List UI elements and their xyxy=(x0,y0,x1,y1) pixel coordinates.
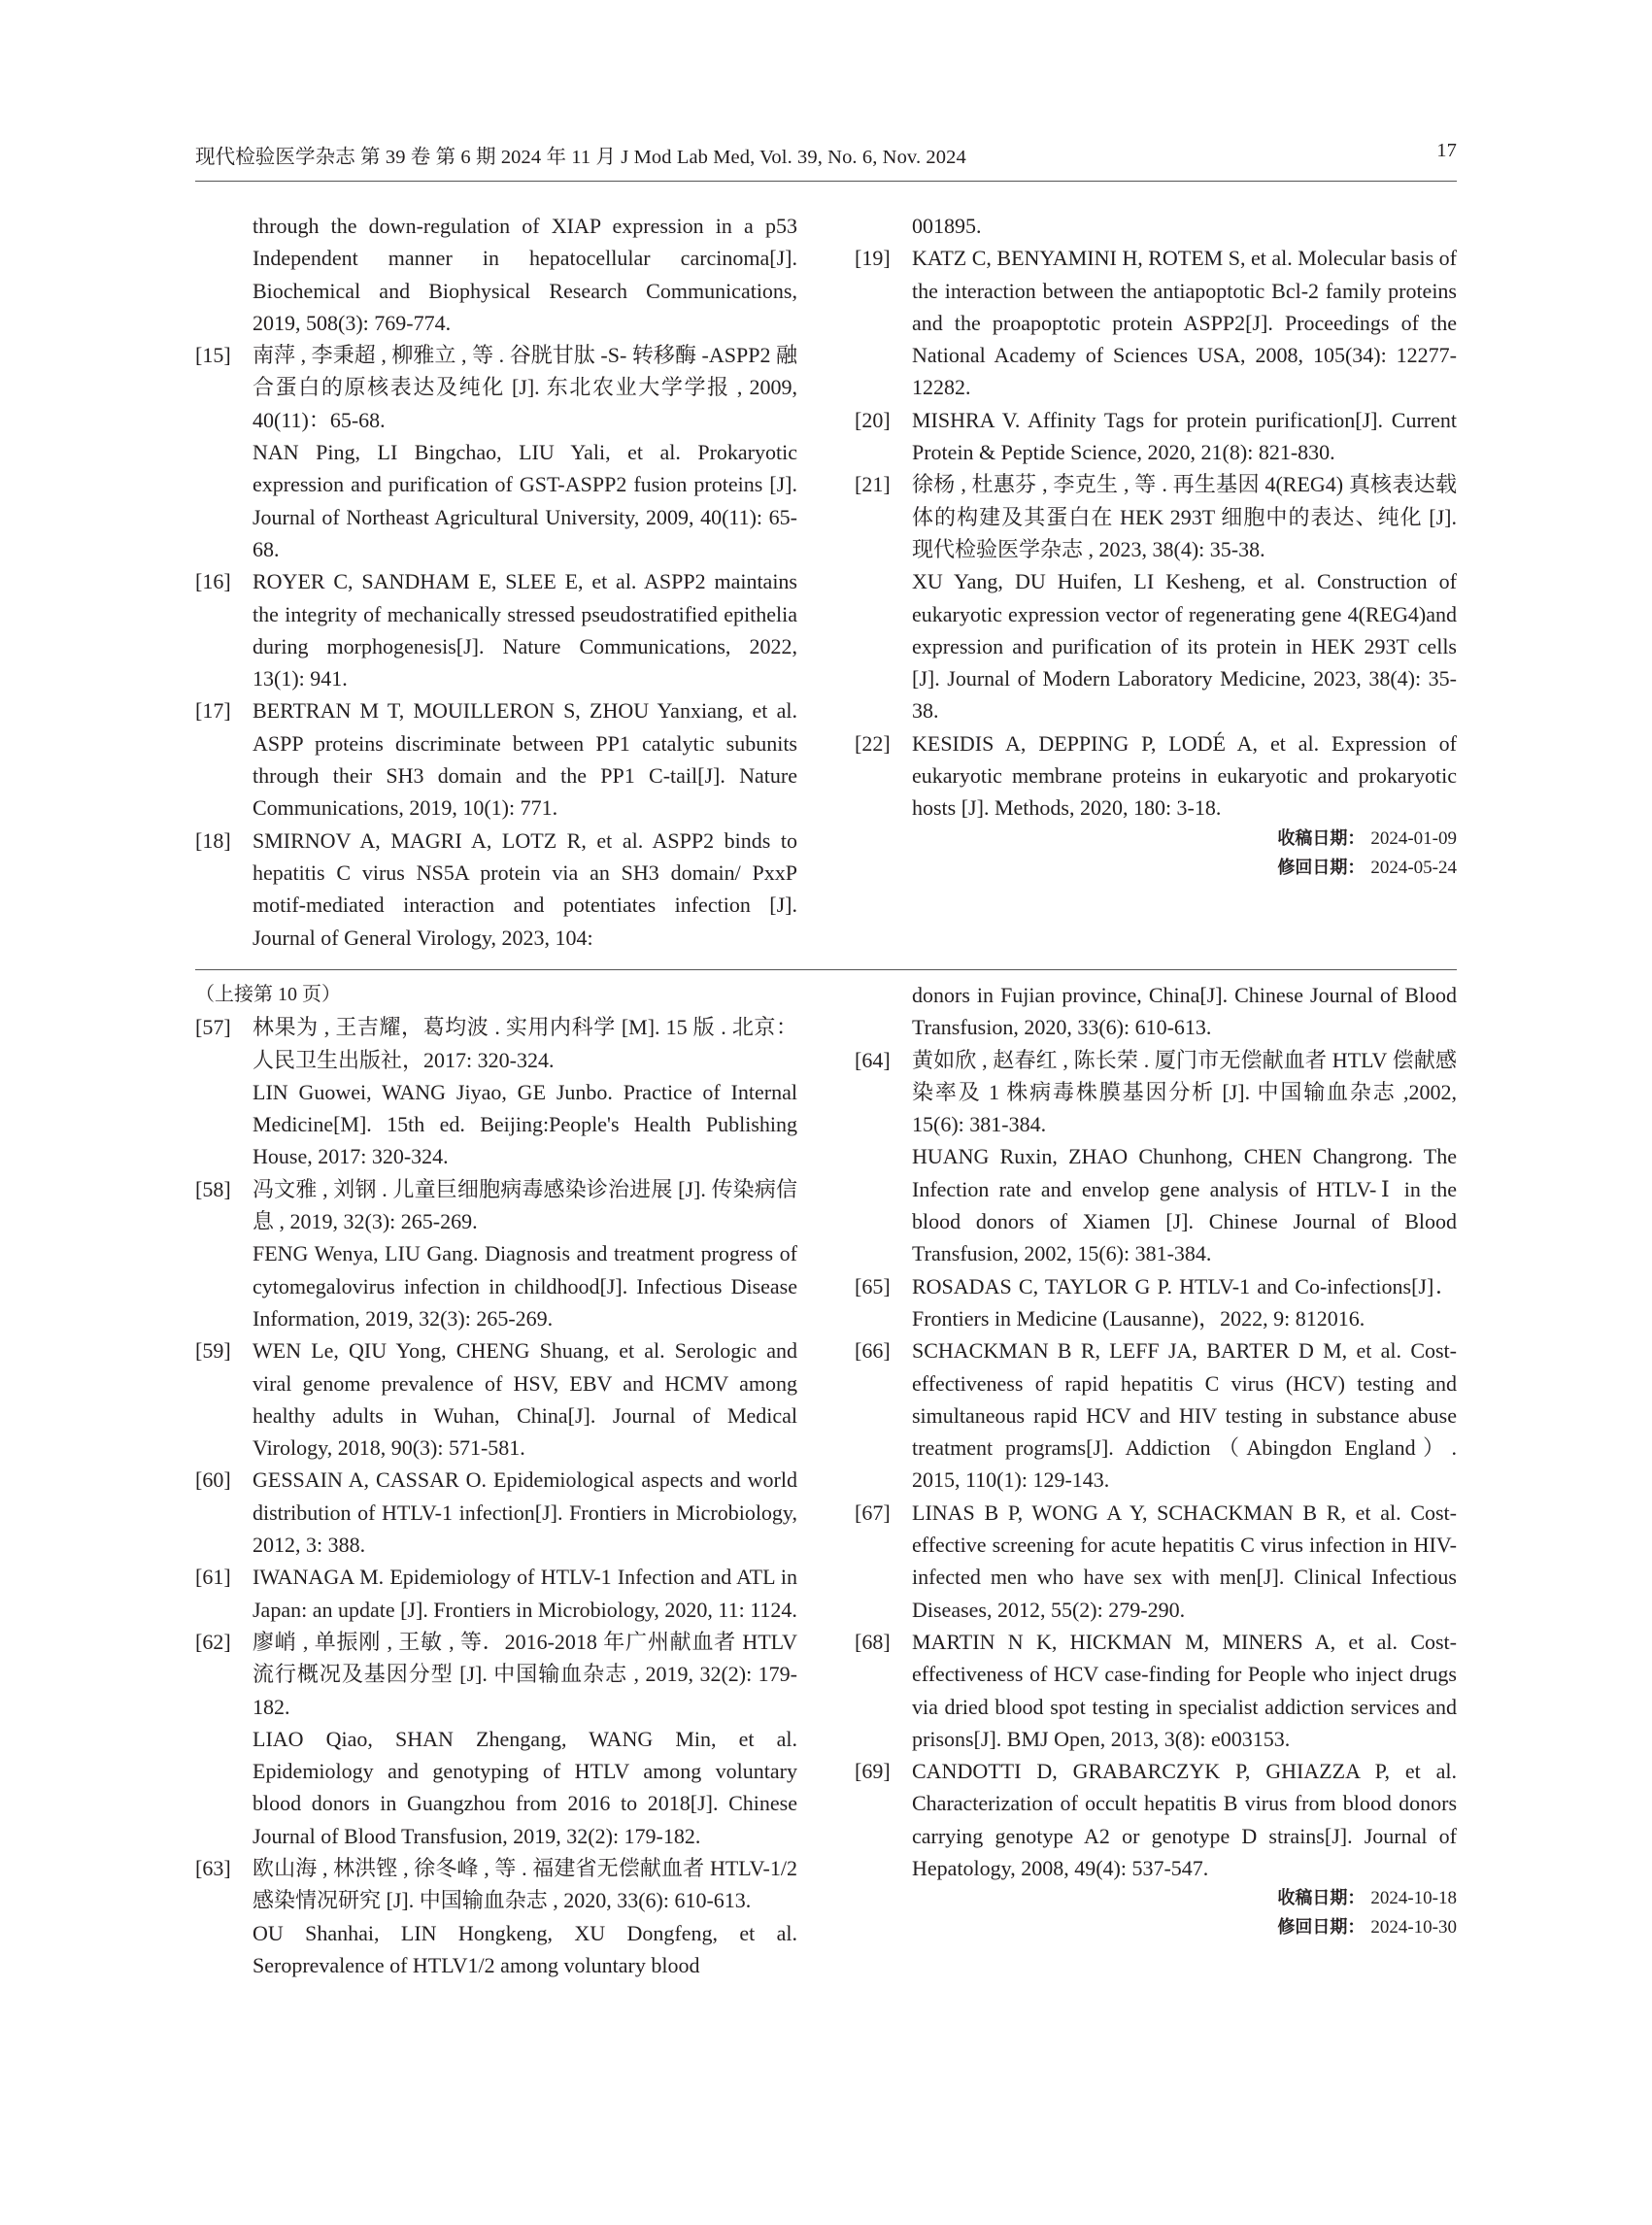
bottom-right-refs xyxy=(855,979,1457,1884)
section-rule xyxy=(195,969,1457,970)
reference-text: WEN Le, QIU Yong, CHENG Shuang, et al. Serologic and viral genome prevalence of HSV, EBV and HCMV among healthy adults in Wuhan, China[J]. Journal of Medical Virology, 2018, 90(3): 571-581. xyxy=(253,1338,797,1461)
reference-text: XU Yang, DU Huifen, LI Kesheng, et al. Construction of eukaryotic expression vector of regenerating gene 4(REG4)and expression and purification of its protein in HEK 293T cells [J]. Journal of Modern Laboratory Medicine, 2023, 38(4): 35-38. xyxy=(912,569,1457,724)
bottom-dates xyxy=(855,1884,1457,1942)
reference-number: [67] xyxy=(855,1500,891,1525)
reference-text: ROSADAS C, TAYLOR G P. HTLV-1 and Co-infections[J]． Frontiers in Medicine (Lausanne)，2022, 9: 812016. xyxy=(912,1273,1457,1331)
reference-item xyxy=(195,210,797,339)
reference-text: BERTRAN M T, MOUILLERON S, ZHOU Yanxiang, et al. ASPP proteins discriminate between PP1 catalytic subunits through their SH3 domain and the PP1 C-tail[J]. Nature Communications, 2019, 10(1): 771. xyxy=(253,698,797,821)
reference-number: [59] xyxy=(195,1338,231,1364)
reference-number: [62] xyxy=(195,1629,231,1654)
reference-number: [18] xyxy=(195,827,231,853)
reference-text: IWANAGA M. Epidemiology of HTLV-1 Infection and ATL in Japan: an update [J]. Frontiers in Microbiology, 2020, 11: 1124. xyxy=(253,1565,797,1622)
reference-text: donors in Fujian province, China[J]. Chinese Journal of Blood Transfusion, 2020, 33(6): 610-613. xyxy=(912,983,1457,1040)
reference-text: MARTIN N K, HICKMAN M, MINERS A, et al. Cost-effectiveness of HCV case-finding for People who inject drugs via dried blood spot testing in specialist addiction services and prisons[J]. BMJ Open, 2013, 3(8): e003153. xyxy=(912,1629,1457,1751)
reference-item xyxy=(855,1626,1457,1755)
received-line xyxy=(855,1884,1457,1913)
reference-item xyxy=(195,1011,797,1172)
reference-number: [69] xyxy=(855,1759,891,1784)
reference-number: [16] xyxy=(195,569,231,594)
reference-item xyxy=(855,210,1457,242)
reference-item xyxy=(195,1173,797,1334)
reference-text: 黄如欣 , 赵春红 , 陈长荣 . 厦门市无偿献血者 HTLV 偿献感染率及 1 株病毒株膜基因分析 [J]. 中国输血杂志 ,2002, 15(6): 381-384. xyxy=(912,1047,1457,1137)
reference-number: [21] xyxy=(855,472,891,497)
reference-number: [58] xyxy=(195,1176,231,1201)
bottom-right-column xyxy=(855,979,1457,1942)
reference-number: [66] xyxy=(855,1338,891,1364)
reference-item xyxy=(855,1270,1457,1335)
reference-text: 林果为 , 王吉耀，葛均波 . 实用内科学 [M]. 15 版 . 北京：人民卫生出版社，2017: 320-324. xyxy=(253,1015,797,1072)
received-label: 收稿日期： xyxy=(1277,827,1365,849)
received-label: 收稿日期： xyxy=(1277,1888,1365,1909)
reference-text: FENG Wenya, LIU Gang. Diagnosis and treatment progress of cytomegalovirus infection in childhood[J]. Infectious Disease Information, 2019, 32(3): 265-269. xyxy=(253,1241,797,1331)
running-header xyxy=(195,140,1457,175)
bottom-left-refs xyxy=(195,1011,797,1981)
received-line xyxy=(855,825,1457,854)
reference-text: LIN Guowei, WANG Jiyao, GE Junbo. Practice of Internal Medicine[M]. 15th ed. Beijing:People's Health Publishing House, 2017: 320-324. xyxy=(253,1079,797,1169)
reference-number: [61] xyxy=(195,1565,231,1590)
reference-text: HUANG Ruxin, ZHAO Chunhong, CHEN Changrong. The Infection rate and envelop gene analysis of HTLV-Ⅰ in the blood donors of Xiamen [J]. Chinese Journal of Blood Transfusion, 2002, 15(6): 381-384. xyxy=(912,1144,1457,1266)
reference-text: LINAS B P, WONG A Y, SCHACKMAN B R, et al. Cost-effective screening for acute hepatitis C virus infection in HIV-infected men who have sex with men[J]. Clinical Infectious Diseases, 2012, 55(2): 279-290. xyxy=(912,1500,1457,1622)
reference-text: 南萍 , 李秉超 , 柳雅立 , 等 . 谷胱甘肽 -S- 转移酶 -ASPP2 融合蛋白的原核表达及纯化 [J]. 东北农业大学学报 , 2009, 40(11)：65-68. xyxy=(253,343,797,432)
reference-number: [20] xyxy=(855,407,891,432)
reference-item xyxy=(195,565,797,694)
reference-text: 冯文雅 , 刘钢 . 儿童巨细胞病毒感染诊治进展 [J]. 传染病信息 , 2019, 32(3): 265-269. xyxy=(253,1176,797,1234)
reference-number: [15] xyxy=(195,343,231,368)
reference-item xyxy=(195,339,797,565)
reference-item xyxy=(855,979,1457,1044)
page-number: 17 xyxy=(1436,140,1457,161)
reference-number: [17] xyxy=(195,698,231,724)
reference-item xyxy=(195,1852,797,1981)
reference-item xyxy=(855,727,1457,825)
reference-text: KATZ C, BENYAMINI H, ROTEM S, et al. Molecular basis of the interaction between the antiapoptotic Bcl-2 family proteins and the proapoptotic protein ASPP2[J]. Proceedings of the National Academy of Sciences USA, 2008, 105(34): 12277-12282. xyxy=(912,246,1457,400)
reference-item xyxy=(195,1334,797,1464)
reference-item xyxy=(855,1497,1457,1626)
reference-number: [60] xyxy=(195,1467,231,1493)
reference-number: [22] xyxy=(855,730,891,756)
reference-text: GESSAIN A, CASSAR O. Epidemiological aspects and world distribution of HTLV-1 infection[J]. Frontiers in Microbiology, 2012, 3: 388. xyxy=(253,1467,797,1558)
reference-item xyxy=(855,468,1457,726)
reference-item xyxy=(195,825,797,954)
reference-number: [63] xyxy=(195,1856,231,1881)
reference-text: SCHACKMAN B R, LEFF JA, BARTER D M, et al. Cost-effectiveness of rapid hepatitis C virus (HCV) testing and simultaneous rapid HCV and HIV testing in substance abuse treatment programs[J]. Addiction（Abingdon England）. 2015, 110(1): 129-143. xyxy=(912,1338,1457,1493)
reference-text: LIAO Qiao, SHAN Zhengang, WANG Min, et al. Epidemiology and genotyping of HTLV among voluntary blood donors in Guangzhou from 2016 to 2018[J]. Chinese Journal of Blood Transfusion, 2019, 32(2): 179-182. xyxy=(253,1726,797,1848)
reference-text: 廖峭 , 单振刚 , 王敏 , 等．2016-2018 年广州献血者 HTLV 流行概况及基因分型 [J]. 中国输血杂志 , 2019, 32(2): 179-182. xyxy=(253,1629,797,1719)
reference-item xyxy=(855,404,1457,469)
reference-item xyxy=(855,1044,1457,1270)
reference-number: [64] xyxy=(855,1047,891,1072)
continued-note: （上接第 10 页） xyxy=(195,984,341,1005)
reference-text: ROYER C, SANDHAM E, SLEE E, et al. ASPP2 maintains the integrity of mechanically stressed pseudostratified epithelia during morphogenesis[J]. Nature Communications, 2022, 13(1): 941. xyxy=(253,569,797,691)
top-left-column xyxy=(195,210,797,954)
top-right-column xyxy=(855,210,1457,883)
reference-item xyxy=(195,694,797,824)
reference-item xyxy=(855,1755,1457,1884)
reference-number: [19] xyxy=(855,246,891,271)
revised-date: 2024-10-30 xyxy=(1370,1917,1457,1938)
revised-label: 修回日期： xyxy=(1277,857,1365,878)
reference-text: 欧山海 , 林洪铿 , 徐冬峰 , 等 . 福建省无偿献血者 HTLV-1/2 感染情况研究 [J]. 中国输血杂志 , 2020, 33(6): 610-613. xyxy=(253,1856,797,1913)
revised-line xyxy=(855,1913,1457,1942)
header-rule xyxy=(195,181,1457,182)
reference-item xyxy=(855,1334,1457,1496)
top-right-refs xyxy=(855,210,1457,825)
reference-text: NAN Ping, LI Bingchao, LIU Yali, et al. Prokaryotic expression and purification of GST-ASPP2 fusion proteins [J]. Journal of Northeast Agricultural University, 2009, 40(11): 65-68. xyxy=(253,440,797,561)
reference-item xyxy=(195,1561,797,1626)
reference-item xyxy=(195,1626,797,1852)
reference-text: 徐杨 , 杜惠芬 , 李克生 , 等 . 再生基因 4(REG4) 真核表达载体的构建及其蛋白在 HEK 293T 细胞中的表达、纯化 [J]. 现代检验医学杂志 , 2023, 38(4): 35-38. xyxy=(912,472,1457,561)
revised-label: 修回日期： xyxy=(1277,1917,1365,1938)
reference-text: OU Shanhai, LIN Hongkeng, XU Dongfeng, et al. Seroprevalence of HTLV1/2 among voluntary blood xyxy=(253,1920,797,1977)
bottom-left-column xyxy=(195,979,797,1981)
reference-text: through the down-regulation of XIAP expression in a p53 Independent manner in hepatocellular carcinoma[J]. Biochemical and Biophysical Research Communications, 2019, 508(3): 769-774. xyxy=(253,214,797,335)
reference-number: [65] xyxy=(855,1273,891,1298)
top-dates xyxy=(855,825,1457,883)
revised-line xyxy=(855,854,1457,883)
reference-text: KESIDIS A, DEPPING P, LODÉ A, et al. Expression of eukaryotic membrane proteins in eukaryotic and prokaryotic hosts [J]. Methods, 2020, 180: 3-18. xyxy=(912,730,1457,821)
reference-number: [57] xyxy=(195,1015,231,1040)
reference-number: [68] xyxy=(855,1629,891,1654)
reference-item xyxy=(195,1464,797,1561)
reference-text: SMIRNOV A, MAGRI A, LOTZ R, et al. ASPP2 binds to hepatitis C virus NS5A protein via an SH3 domain/ PxxP motif-mediated interaction and potentiates infection [J]. Journal of General Virology, 2023, 104: xyxy=(253,827,797,950)
reference-item xyxy=(855,242,1457,403)
revised-date: 2024-05-24 xyxy=(1370,857,1457,878)
journal-header: 现代检验医学杂志 第 39 卷 第 6 期 2024 年 11 月 J Mod Lab Med, Vol. 39, No. 6, Nov. 2024 xyxy=(195,147,966,168)
received-date: 2024-01-09 xyxy=(1370,827,1457,849)
reference-text: MISHRA V. Affinity Tags for protein purification[J]. Current Protein & Peptide Science, 2020, 21(8): 821-830. xyxy=(912,407,1457,465)
reference-text: 001895. xyxy=(912,214,982,238)
received-date: 2024-10-18 xyxy=(1370,1888,1457,1909)
reference-text: CANDOTTI D, GRABARCZYK P, GHIAZZA P, et al. Characterization of occult hepatitis B virus from blood donors carrying genotype A2 or genotype D strains[J]. Journal of Hepatology, 2008, 49(4): 537-547. xyxy=(912,1759,1457,1881)
